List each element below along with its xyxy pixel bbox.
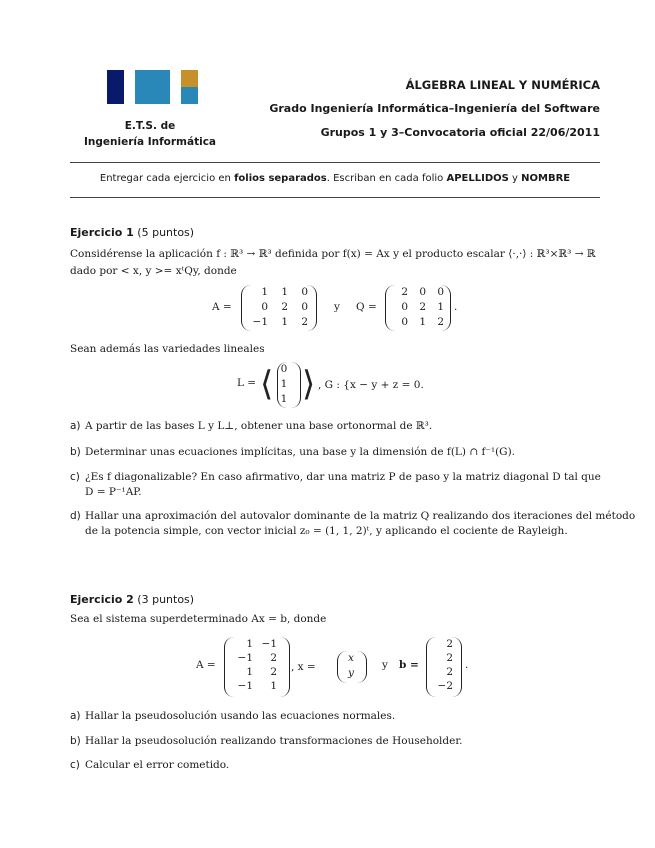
instructions [70,173,600,184]
ex1-varieties: Sean además las variedades lineales [70,343,265,355]
ex2-title: Ejercicio 2 [70,593,134,606]
logo-block-blue [135,70,170,104]
ex2-item-label: a) [70,710,81,722]
ex2-b-cell: 2 [446,638,453,650]
ex1-item-text: A partir de las bases L y L⊥, obtener una base ortonormal de ℝ³. [85,420,433,432]
ex2-intro: Sea el sistema superdeterminado Ax = b, donde [70,613,327,625]
header-rule-top [70,162,600,163]
instructions-text-3: y [508,173,522,184]
degree-line: Grado Ingeniería Informática–Ingeniería del Software [269,102,600,115]
ex2-b-cell: 2 [446,666,453,678]
ex1-A-cell: 2 [301,316,308,328]
ex1-A-cell: 0 [301,286,308,298]
ex1-A-cell: 0 [261,301,268,313]
ex1-heading [70,226,194,239]
ex1-item-text: D = P⁻¹AP. [85,486,142,498]
ex1-L-cell: 0 [280,363,288,375]
ex2-A-cell: 2 [270,666,277,678]
ex2-matrix-period: . [465,659,469,671]
ex1-item-text: ¿Es f diagonalizable? En caso afirmativo, dar una matriz P de paso y la matriz diagonal D tal que [85,471,601,483]
ex1-item-text: Hallar una aproximación del autovalor dominante de la matriz Q realizando dos iteraciones del método [85,510,636,522]
ex1-L-cell: 1 [280,393,288,405]
ex2-A-cell: 2 [270,652,277,664]
instructions-bold-1: folios separados [234,173,327,184]
instructions-text-2: . Escriban en cada folio [326,173,447,184]
instructions-text-1: Entregar cada ejercicio en [99,173,235,184]
ex2-A-cell: 1 [246,666,253,678]
ex1-A-cell: 1 [261,286,268,298]
ex2-b-label: b = [399,659,419,671]
ex2-and: y [382,659,388,671]
angle-right-icon: ⟩ [302,364,316,404]
institution-line1: E.T.S. de [124,120,176,132]
ex2-A-cell: −1 [261,638,277,650]
ex1-intro-line1: Considérense la aplicación f : ℝ³ → ℝ³ definida por f(x) = Ax y el producto escalar ⟨·,·⟩ : ℝ³×ℝ³ → ℝ [70,248,596,260]
ex1-item-text: Determinar unas ecuaciones implícitas, una base y la dimensión de f(L) ∩ f⁻¹(G). [85,446,516,458]
ex1-points: (5 puntos) [137,226,195,239]
ex1-matrix-A [241,285,317,331]
ex2-A-cell: 1 [270,680,277,692]
exam-title: ÁLGEBRA LINEAL Y NUMÉRICA [405,78,600,92]
ex1-Q-cell: 0 [401,301,408,313]
institution-line2: Ingeniería Informática [83,136,217,148]
ex1-intro-line2: dado por < x, y >= xᵗQy, donde [70,265,237,277]
ex1-Q-cell: 0 [419,286,426,298]
ex2-b-cell: 2 [446,652,453,664]
ex2-item-text: Hallar la pseudosolución usando las ecuaciones normales. [85,710,396,722]
ex2-vector-b [426,637,462,697]
ex1-Q-cell: 1 [437,301,444,313]
ex1-A-cell: 1 [281,286,288,298]
ex1-item-label: b) [70,446,81,458]
logo-block-navy [107,70,124,104]
ex2-item-label: c) [70,759,80,771]
logo-block-gold [181,70,198,87]
ex2-A-cell: 1 [246,638,253,650]
ex1-Q-cell: 0 [401,316,408,328]
ex2-matrix-A [224,637,290,697]
ex1-A-label: A = [212,301,232,313]
ex1-item-label: c) [70,471,80,483]
ex2-x-cell: x [348,652,354,664]
ex1-L-vector [277,362,301,408]
logo-block-blue-small [181,87,198,104]
ex2-A-label: A = [196,659,216,671]
institution-name [70,118,230,150]
ex1-A-cell: −1 [252,316,268,328]
ex2-item-text: Hallar la pseudosolución realizando transformaciones de Householder. [85,735,463,747]
ex1-Q-cell: 2 [419,301,426,313]
ex2-points: (3 puntos) [137,593,195,606]
ex2-vector-x [337,651,367,683]
ex1-Q-cell: 2 [401,286,408,298]
ex1-item-label: a) [70,420,81,432]
ex1-matrix-Q [385,285,451,331]
ex1-Q-cell: 1 [419,316,426,328]
ex2-item-label: b) [70,735,81,747]
ex1-item-label: d) [70,510,81,522]
ex1-A-cell: 2 [281,301,288,313]
ex1-Q-cell: 2 [437,316,444,328]
ex2-heading [70,593,194,606]
ex1-L-cell: 1 [280,378,288,390]
ex1-G-def: , G : {x − y + z = 0. [318,379,424,391]
instructions-bold-3: NOMBRE [521,173,571,184]
ex2-item-text: Calcular el error cometido. [85,759,230,771]
ex1-L-label: L = [237,377,257,389]
ex2-x-cell: y [348,667,354,679]
ex1-title: Ejercicio 1 [70,226,134,239]
header-rule-bottom [70,197,600,198]
ex1-item-text: de la potencia simple, con vector inicial z₀ = (1, 1, 2)ᵗ, y aplicando el cociente de Rayleigh. [85,525,568,537]
ex1-A-cell: 0 [301,301,308,313]
ex2-x-label: , x = [291,661,316,673]
ex1-matrix-period: . [454,301,458,313]
ex2-b-cell: −2 [437,680,453,692]
ex1-Q-cell: 0 [437,286,444,298]
ex1-Q-label: Q = [356,301,377,313]
ex2-A-cell: −1 [237,680,253,692]
angle-left-icon: ⟨ [260,364,274,404]
ex2-A-cell: −1 [237,652,253,664]
ex1-A-cell: 1 [281,316,288,328]
session-line: Grupos 1 y 3–Convocatoria oficial 22/06/2011 [320,126,600,139]
ex1-and: y [334,301,340,313]
instructions-bold-2: APELLIDOS [446,173,509,184]
